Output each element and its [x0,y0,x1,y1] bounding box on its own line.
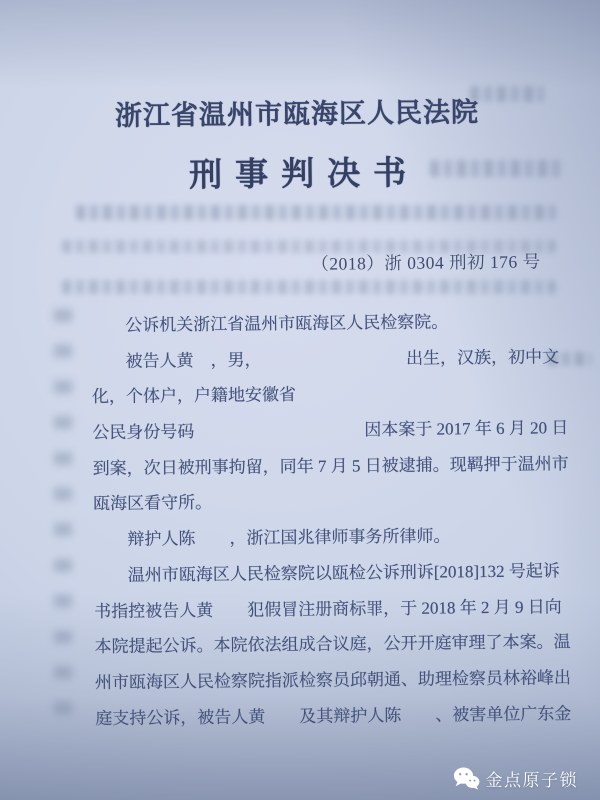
judgment-line: 化，个体户，户籍地安徽省 [91,385,297,407]
judgment-line: 书指控被告人黄 犯假冒注册商标罪，于 2018 年 2 月 9 日向 [94,596,562,621]
court-name: 浙江省温州市瓯海区人民法院 [114,97,480,131]
judgment-line: 被告人黄 ，男， 出生，汉族，初中文 [125,346,560,371]
wechat-icon [453,767,480,790]
judgment-line: 瓯海区看守所。 [92,493,213,514]
case-number: （2018）浙 0304 刑初 176 号 [311,251,541,274]
judgment-line: 本院提起公诉。本院依法组成合议庭，公开开庭审理了本案。温 [94,632,571,657]
judgment-line: 庭支持公诉，被告人黄 及其辩护人陈 、被害单位广东金 [95,703,572,728]
document-title: 刑事判决书 [188,155,420,195]
judgment-line: 温州市瓯海区人民检察院以瓯检公诉刑诉[2018]132 号起诉 [127,561,560,585]
watermark-label: 金点原子锁 [485,771,578,790]
judgment-line: 州市瓯海区人民检察院指派检察员邱朝通、助理检察员林裕峰出 [94,668,572,693]
judgment-body [0,303,600,738]
judgment-line: 到案，次日被刑事拘留，同年 7 月 5 日被逮捕。现羁押于温州市 [92,453,569,478]
judgment-line: 公诉机关浙江省温州市瓯海区人民检察院。 [125,312,449,335]
wechat-watermark [453,766,579,791]
judgment-line: 公民身份号码 因本案于 2017 年 6 月 20 日 [92,418,569,443]
judgment-line: 辩护人陈 ，浙江国兆律师事务所律师。 [127,526,451,549]
